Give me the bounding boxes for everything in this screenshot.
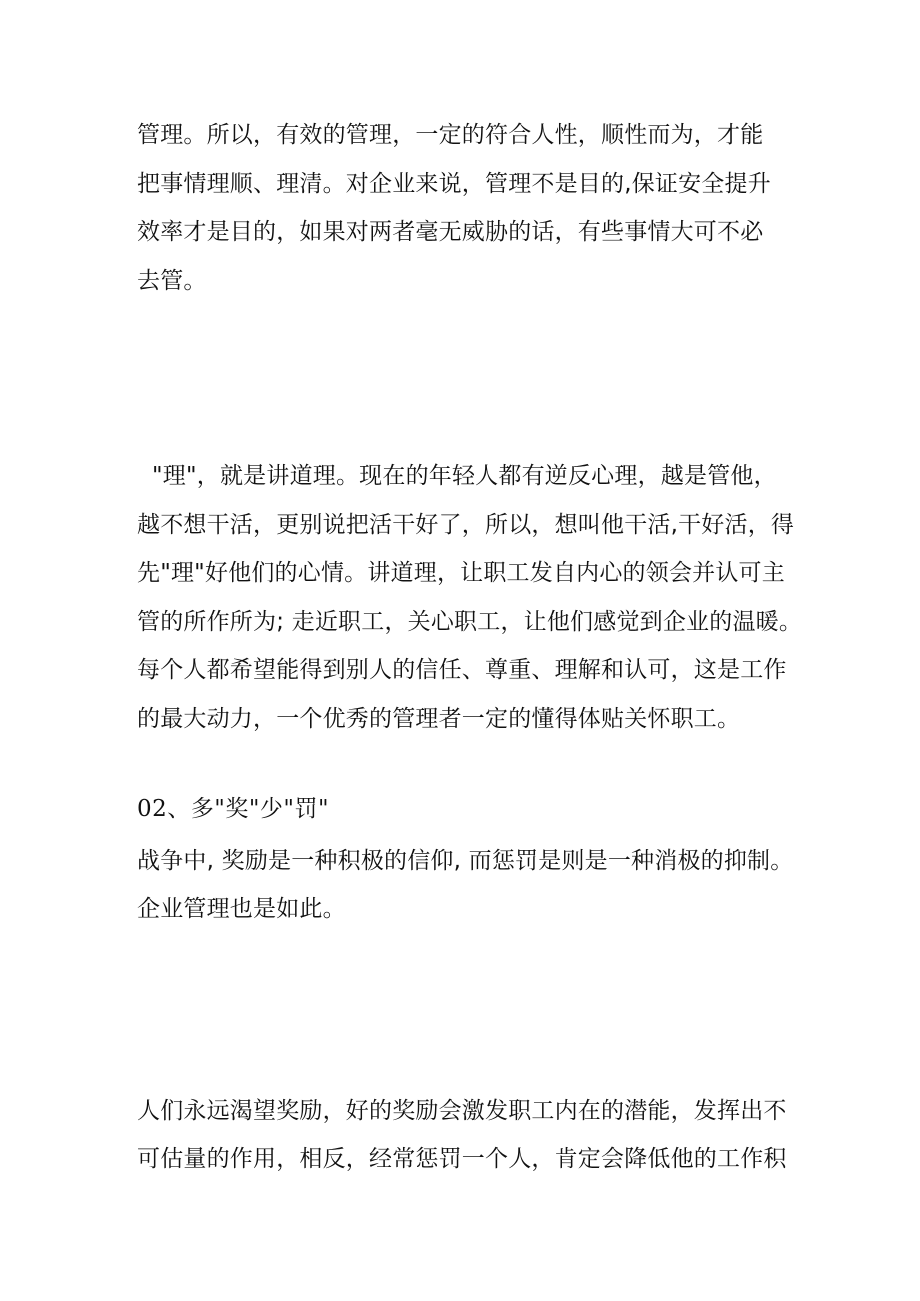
paragraph-1-line-4: 去管。	[137, 268, 207, 294]
paragraph-2-line-5: 每个人都希望能得到别人的信任、尊重、理解和认可，这是工作	[137, 657, 787, 683]
paragraph-1-line-3: 效率才是目的，如果对两者毫无威胁的话，有些事情大可不必	[137, 219, 764, 245]
paragraph-2-line-3: 先"理"好他们的心情。讲道理，让职工发自内心的领会并认可主	[137, 560, 785, 586]
paragraph-2-line-4: 管的所作所为; 走近职工，关心职工，让他们感觉到企业的温暖。	[137, 609, 803, 635]
paragraph-3-line-1: 战争中, 奖励是一种积极的信仰, 而惩罚是则是一种消极的抑制。	[137, 848, 794, 874]
paragraph-2-line-2: 越不想干活，更别说把活干好了，所以，想叫他干活,干好活，得	[137, 512, 795, 538]
paragraph-3-line-2: 企业管理也是如此。	[137, 896, 346, 922]
paragraph-4-line-1: 人们永远渴望奖励，好的奖励会激发职工内在的潜能，发挥出不	[137, 1098, 787, 1124]
paragraph-1-line-1: 管理。所以，有效的管理，一定的符合人性，顺性而为，才能	[137, 122, 764, 148]
section-heading: 02、多"奖"少"罚"	[137, 796, 330, 822]
paragraph-1-line-2: 把事情理顺、理清。对企业来说，管理不是目的,保证安全提升	[137, 171, 771, 197]
paragraph-2-line-1: "理"，就是讲道理。现在的年轻人都有逆反心理，越是管他，	[137, 463, 777, 489]
paragraph-2-line-6: 的最大动力，一个优秀的管理者一定的懂得体贴关怀职工。	[137, 706, 741, 732]
paragraph-4-line-2: 可估量的作用，相反，经常惩罚一个人，肯定会降低他的工作积	[137, 1146, 787, 1172]
